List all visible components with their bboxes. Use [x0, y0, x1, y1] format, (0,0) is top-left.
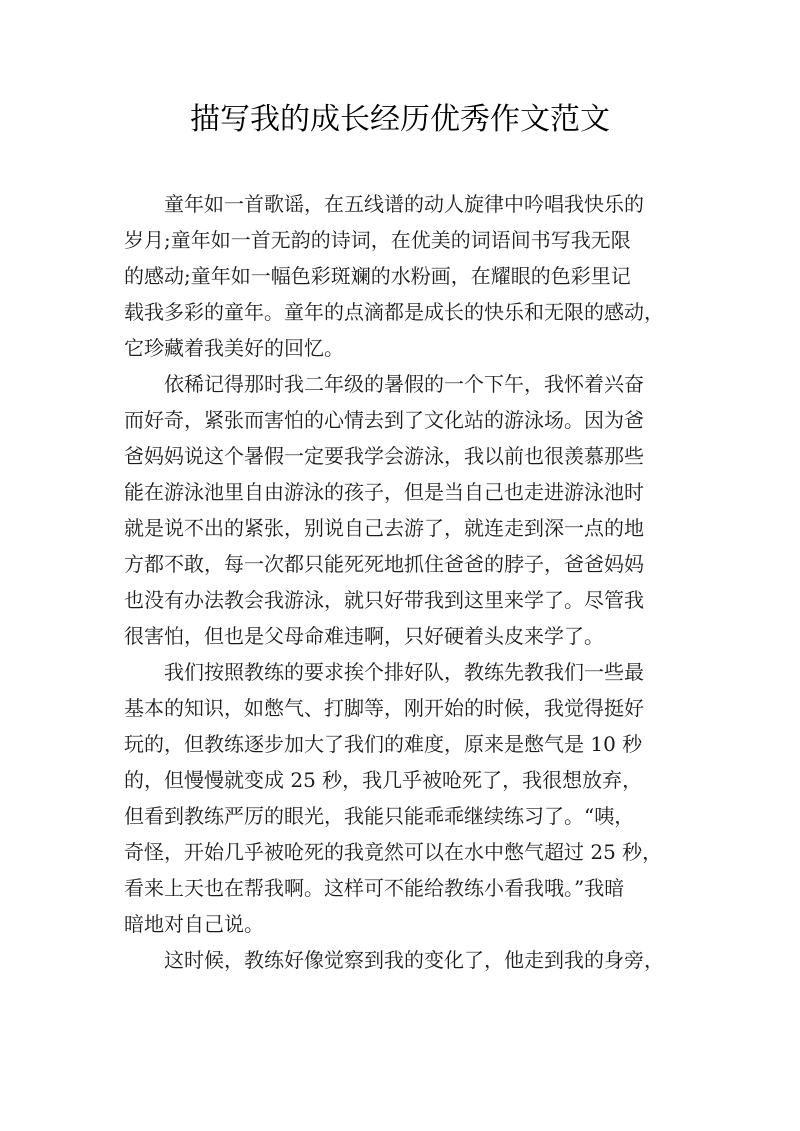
text-line: 但看到教练严厉的眼光，我能只能乖乖继续练习了。“咦， — [124, 804, 635, 828]
text-line: 岁月;童年如一首无韵的诗词，在优美的词语间书写我无限 — [124, 228, 631, 252]
text-line: 方都不敢，每一次都只能死死地抓住爸爸的脖子，爸爸妈妈 — [124, 552, 644, 576]
text-line: 依稀记得那时我二年级的暑假的一个下午，我怀着兴奋 — [164, 372, 644, 396]
text-line: 载我多彩的童年。童年的点滴都是成长的快乐和无限的感动， — [124, 300, 664, 324]
text-line: 能在游泳池里自由游泳的孩子，但是当自己也走进游泳池时 — [124, 480, 644, 504]
text-line: 就是说不出的紧张，别说自己去游了，就连走到深一点的地 — [124, 516, 644, 540]
text-line: 基本的知识，如憋气、打脚等，刚开始的时候，我觉得挺好 — [124, 696, 644, 720]
document-title: 描写我的成长经历优秀作文范文 — [190, 102, 610, 137]
text-line: 暗地对自己说。 — [124, 912, 264, 936]
text-line: 也没有办法教会我游泳，就只好带我到这里来学了。尽管我 — [124, 588, 644, 612]
text-line: 童年如一首歌谣，在五线谱的动人旋律中吟唱我快乐的 — [164, 192, 644, 216]
text-line: 的感动;童年如一幅色彩斑斓的水粉画，在耀眼的色彩里记 — [124, 264, 631, 288]
text-line: 奇怪，开始几乎被呛死的我竟然可以在水中憋气超过 25 秒， — [124, 840, 663, 864]
text-line: 的，但慢慢就变成 25 秒，我几乎被呛死了，我很想放弃， — [124, 768, 643, 792]
text-line: 这时候，教练好像觉察到我的变化了，他走到我的身旁， — [164, 948, 664, 972]
text-line: 看来上天也在帮我啊。这样可不能给教练小看我哦。”我暗 — [124, 876, 625, 900]
text-line: 它珍藏着我美好的回忆。 — [124, 336, 344, 360]
text-line: 我们按照教练的要求挨个排好队，教练先教我们一些最 — [164, 660, 644, 684]
text-line: 玩的，但教练逐步加大了我们的难度，原来是憋气是 10 秒 — [124, 732, 643, 756]
text-line: 而好奇，紧张而害怕的心情去到了文化站的游泳场。因为爸 — [124, 408, 644, 432]
text-line: 爸妈妈说这个暑假一定要我学会游泳，我以前也很羡慕那些 — [124, 444, 644, 468]
text-line: 很害怕，但也是父母命难违啊，只好硬着头皮来学了。 — [124, 624, 604, 648]
